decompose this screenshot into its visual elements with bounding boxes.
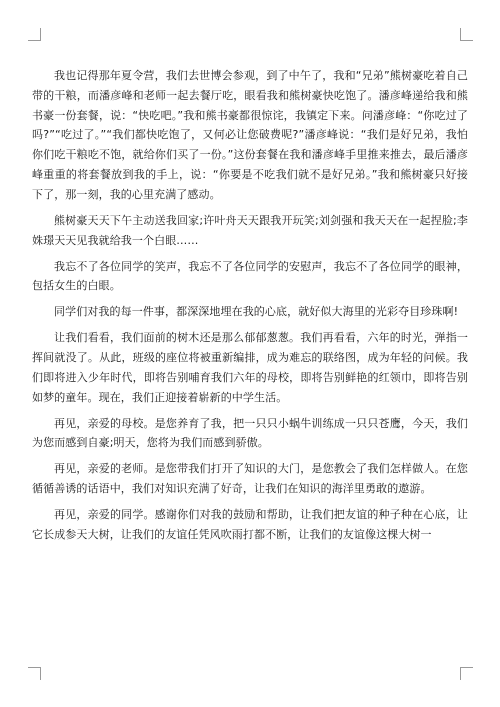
crop-mark-top-left	[28, 28, 41, 41]
paragraph-cannot-forget: 我忘不了各位同学的笑声，我忘不了各位同学的安慰声，我忘不了各位同学的眼神，包括女生的白眼。	[32, 259, 468, 293]
document-body	[32, 66, 468, 551]
crop-mark-top-right	[460, 28, 473, 41]
paragraph-lunch-story: 我也记得那年夏令营，我们去世博会参观，到了中午了，我和“兄弟”熊树豪吃着自己带的干粮，而潘彦峰和老师一起去餐厅吃，眼看我和熊树豪快吃饱了。潘彦峰递给我和熊书豪一份套餐，说：“快吃吧。”我和熊书豪都很惊诧，我镇定下来。问潘彦峰：“你吃过了吗?”“吃过了。”“我们都快吃饱了，又何必让您破费呢?”潘彦峰说：“我们是好兄弟，我怕你们吃干粮吃不饱，就给你们买了一份。”这份套餐在我和潘彦峰手里推来推去，最后潘彦峰重重的将套餐放到我的手上，说：“你要是不吃我们就不是好兄弟。”我和熊树豪只好接下了，那一刻，我的心里充满了感动。	[32, 69, 468, 201]
paragraph-farewell-teacher: 再见，亲爱的老师。是您带我们打开了知识的大门，是您教会了我们怎样做人。在您循循善诱的话语中，我们对知识充满了好奇，让我们在知识的海洋里勇敢的遨游。	[32, 462, 468, 496]
crop-mark-bottom-left	[28, 667, 41, 680]
paragraph-classmates-daily: 熊树豪天天下午主动送我回家;许叶舟天天跟我开玩笑;刘剑强和我天天在一起捏脸;李姝璟天天见我就给我一个白眼……	[32, 213, 468, 247]
crop-mark-bottom-right	[460, 667, 473, 680]
paragraph-farewell-school: 再见，亲爱的母校。是您养育了我，把一只只小蜗牛训练成一只只苍鹰，今天，我们为您而感到自豪;明天，您将为我们而感到骄傲。	[32, 416, 468, 450]
paragraph-farewell-classmates: 再见，亲爱的同学。感谢你们对我的鼓励和帮助，让我们把友谊的种子种在心底，让它长成参天大树，让我们的友谊任凭风吹雨打都不断，让我们的友谊像这棵大树一	[32, 508, 468, 542]
paragraph-six-years: 让我们看看，我们面前的树木还是那么郁郁葱葱。我们再看看，六年的时光，弹指一挥间就没了。从此，班级的座位将被重新编排，成为难忘的联络图，成为年轻的问候。我们即将进入少年时代，即将告别哺育我们六年的母校，即将告别鲜艳的红领巾，即将告别如梦的童年。现在，我们正迎接着崭新的中学生活。	[32, 331, 468, 404]
paragraph-pearls: 同学们对我的每一件事，都深深地埋在我的心底，就好似大海里的光彩夺目珍珠啊!	[54, 305, 459, 319]
